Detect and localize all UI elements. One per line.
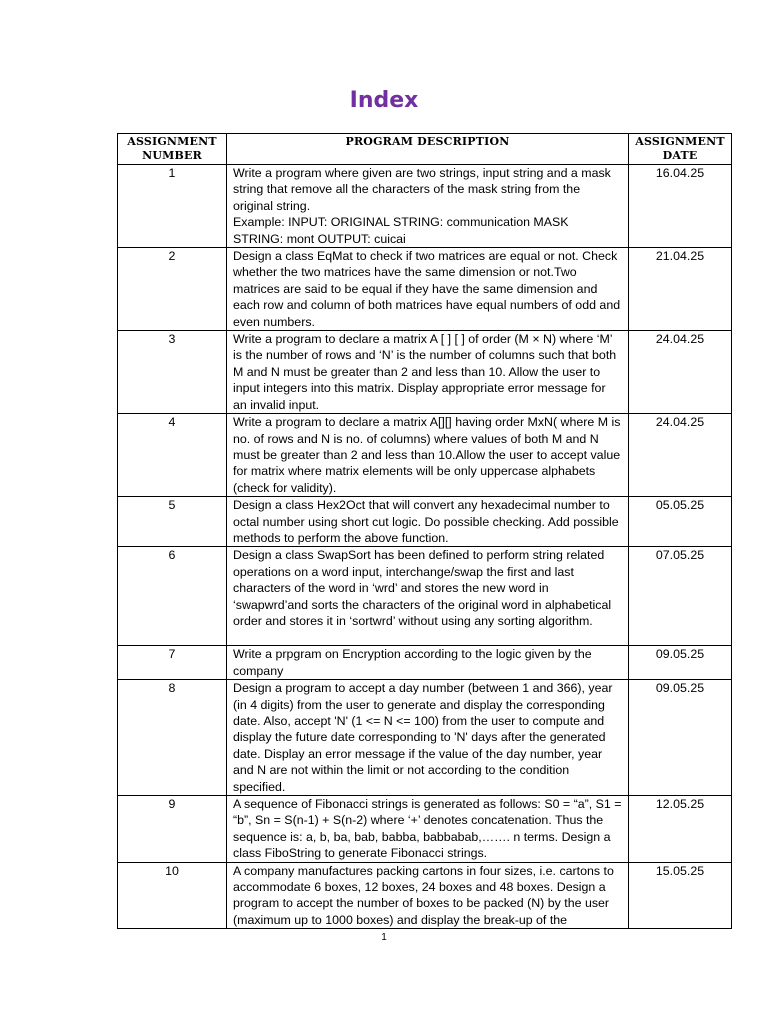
table-row bbox=[118, 165, 732, 248]
header-program-description: PROGRAM DESCRIPTION bbox=[227, 134, 629, 165]
row-description: Design a class EqMat to check if two matrices are equal or not. Check whether the two matrices have the same dimension or not.Two matrices are said to be equal if they have the same dimension and each row and column of both matrices have equal numbers of odd and even numbers. bbox=[227, 248, 629, 331]
row-description: Write a prpgram on Encryption according to the logic given by the company bbox=[227, 646, 629, 680]
row-description-example: Example: INPUT: ORIGINAL STRING: communication MASK STRING: mont OUTPUT: cuicai bbox=[233, 215, 569, 246]
row-date: 05.05.25 bbox=[629, 497, 732, 547]
table-header-row bbox=[118, 134, 732, 165]
index-table bbox=[117, 133, 732, 929]
table-row bbox=[118, 331, 732, 414]
row-number: 4 bbox=[118, 414, 227, 497]
row-description: Write a program to declare a matrix A[][] having order MxN( where M is no. of rows and N is no. of columns) where values of both M and N must be greater than 2 and less than 10.Allow the user to accept value for matrix where matrix elements will be only uppercase alphabets (check for validity). bbox=[227, 414, 629, 497]
table-row bbox=[118, 680, 732, 796]
table-row bbox=[118, 547, 732, 646]
row-description: A company manufactures packing cartons in four sizes, i.e. cartons to accommodate 6 boxes, 12 boxes, 24 boxes and 48 boxes. Design a program to accept the number of boxes to be packed (N) by the user (maximum up to 1000 boxes) and display the break-up of the bbox=[227, 862, 629, 929]
row-date: 09.05.25 bbox=[629, 680, 732, 796]
table-row bbox=[118, 248, 732, 331]
row-date: 09.05.25 bbox=[629, 646, 732, 680]
row-date: 21.04.25 bbox=[629, 248, 732, 331]
row-description: Design a class SwapSort has been defined to perform string related operations on a word input, interchange/swap the first and last characters of the word in ‘wrd’ and stores the new word in ‘swapwrd’and sorts the characters of the original word in alphabetical order and stores it in ‘sortwrd’ without using any sorting algorithm. bbox=[227, 547, 629, 646]
row-description bbox=[227, 165, 629, 248]
page-title: Index bbox=[349, 88, 419, 113]
row-number: 8 bbox=[118, 680, 227, 796]
row-description: A sequence of Fibonacci strings is generated as follows: S0 = “a”, S1 = “b”, Sn = S(n-1) + S(n-2) where ‘+’ denotes concatenation. Thus the sequence is: a, b, ba, bab, babba, babbabab,……. n terms. Design a class FiboString to generate Fibonacci strings. bbox=[227, 796, 629, 863]
row-number: 7 bbox=[118, 646, 227, 680]
row-number: 6 bbox=[118, 547, 227, 646]
row-description: Write a program to declare a matrix A [ ] [ ] of order (M × N) where ‘M’ is the number of rows and ‘N’ is the number of columns such that both M and N must be greater than 2 and less than 10. Allow the user to input integers into this matrix. Display appropriate error message for an invalid input. bbox=[227, 331, 629, 414]
row-date: 15.05.25 bbox=[629, 862, 732, 929]
row-description-text: Write a program where given are two strings, input string and a mask string that remove all the characters of the mask string from the original string. bbox=[233, 166, 611, 213]
row-description: Design a program to accept a day number (between 1 and 366), year (in 4 digits) from the user to generate and display the corresponding date. Also, accept 'N' (1 <= N <= 100) from the user to compute and display the future date corresponding to 'N' days after the generated date. Display an error message if the value of the day number, year and N are not within the limit or not according to the condition specified. bbox=[227, 680, 629, 796]
row-date: 12.05.25 bbox=[629, 796, 732, 863]
row-date: 07.05.25 bbox=[629, 547, 732, 646]
row-number: 5 bbox=[118, 497, 227, 547]
table-row bbox=[118, 796, 732, 863]
table-row bbox=[118, 414, 732, 497]
table-row bbox=[118, 497, 732, 547]
row-number: 10 bbox=[118, 862, 227, 929]
row-number: 9 bbox=[118, 796, 227, 863]
header-assignment-date: ASSIGNMENT DATE bbox=[629, 134, 732, 165]
row-number: 3 bbox=[118, 331, 227, 414]
header-assignment-number: ASSIGNMENT NUMBER bbox=[118, 134, 227, 165]
table-row bbox=[118, 862, 732, 929]
row-date: 24.04.25 bbox=[629, 414, 732, 497]
row-date: 16.04.25 bbox=[629, 165, 732, 248]
row-description: Design a class Hex2Oct that will convert any hexadecimal number to octal number using short cut logic. Do possible checking. Add possible methods to perform the above function. bbox=[227, 497, 629, 547]
row-number: 2 bbox=[118, 248, 227, 331]
row-number: 1 bbox=[118, 165, 227, 248]
page-number: 1 bbox=[381, 932, 387, 943]
row-date: 24.04.25 bbox=[629, 331, 732, 414]
table-row bbox=[118, 646, 732, 680]
